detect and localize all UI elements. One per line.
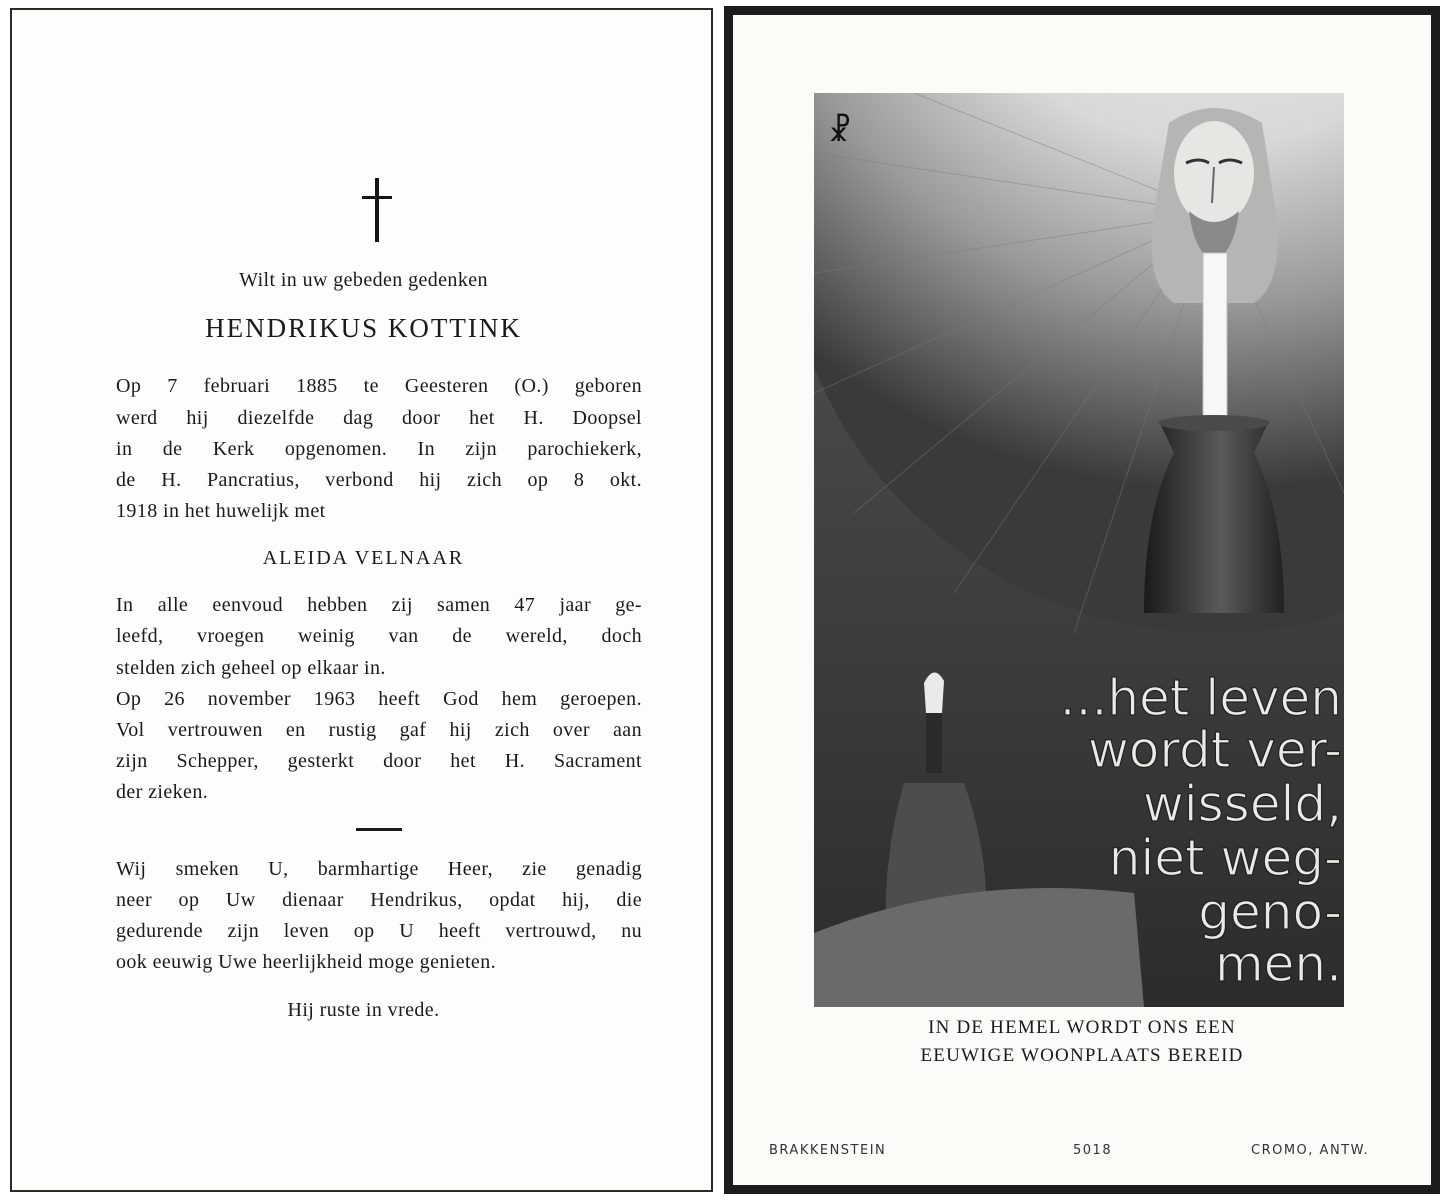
- caption-line: EEUWIGE WOONPLAATS BEREID: [920, 1045, 1244, 1066]
- paragraph-line: leefd, vroegen weinig van de wereld, doch: [116, 625, 642, 647]
- printer-name: CROMO, ANTW.: [1251, 1143, 1370, 1158]
- paragraph-line: 1918 in het huwelijk met: [116, 500, 326, 522]
- cross-icon: [362, 178, 392, 244]
- artwork-text-line: geno-: [1198, 883, 1342, 941]
- paragraph-line: stelden zich geheel op elkaar in.: [116, 657, 386, 679]
- prayer-line: ook eeuwig Uwe heerlijkheid moge genieten.: [116, 951, 497, 973]
- paragraph-line: In alle eenvoud hebben zij samen 47 jaar ge-: [116, 594, 642, 616]
- artwork-text-line: niet weg-: [1108, 829, 1342, 887]
- artwork-text-line: wordt ver-: [1087, 721, 1342, 779]
- card-number: 5018: [1073, 1143, 1113, 1158]
- christ-candle-artwork: [814, 93, 1344, 1007]
- paragraph-line: Vol vertrouwen en rustig gaf hij zich over aan: [116, 719, 642, 741]
- paragraph-line: Op 7 februari 1885 te Geesteren (O.) geboren: [116, 375, 642, 397]
- caption-line: IN DE HEMEL WORDT ONS EEN: [928, 1017, 1236, 1038]
- chi-rho-icon: ☧: [828, 114, 852, 149]
- paragraph-line: de H. Pancratius, verbond hij zich op 8 okt.: [116, 469, 642, 491]
- closing-line: Hij ruste in vrede.: [287, 999, 440, 1021]
- prayer-line: gedurende zijn leven op U heeft vertrouwd, nu: [116, 920, 642, 942]
- publisher-name: BRAKKENSTEIN: [769, 1143, 887, 1158]
- paragraph-line: der zieken.: [116, 781, 209, 803]
- memorial-card-image-page: [724, 6, 1440, 1194]
- separator-dash: [356, 828, 402, 831]
- artwork-text-line: wisseld,: [1142, 775, 1342, 833]
- paragraph-line: werd hij diezelfde dag door het H. Doopsel: [116, 407, 642, 429]
- prayer-line: Wij smeken U, barmhartige Heer, zie genadig: [116, 858, 642, 880]
- paragraph-line: Op 26 november 1963 heeft God hem geroepen.: [116, 688, 642, 710]
- spouse-name: ALEIDA VELNAAR: [262, 547, 465, 569]
- paragraph-line: zijn Schepper, gesterkt door het H. Sacrament: [116, 750, 642, 772]
- deceased-name: HENDRIKUS KOTTINK: [205, 313, 522, 343]
- paragraph-line: in de Kerk opgenomen. In zijn parochiekerk,: [116, 438, 642, 460]
- intro-line: Wilt in uw gebeden gedenken: [239, 269, 488, 291]
- memorial-card-text-page: [10, 8, 713, 1192]
- prayer-line: neer op Uw dienaar Hendrikus, opdat hij, die: [116, 889, 642, 911]
- artwork-text-line: men.: [1214, 935, 1342, 993]
- artwork-text-line: ...het leven: [1059, 669, 1342, 727]
